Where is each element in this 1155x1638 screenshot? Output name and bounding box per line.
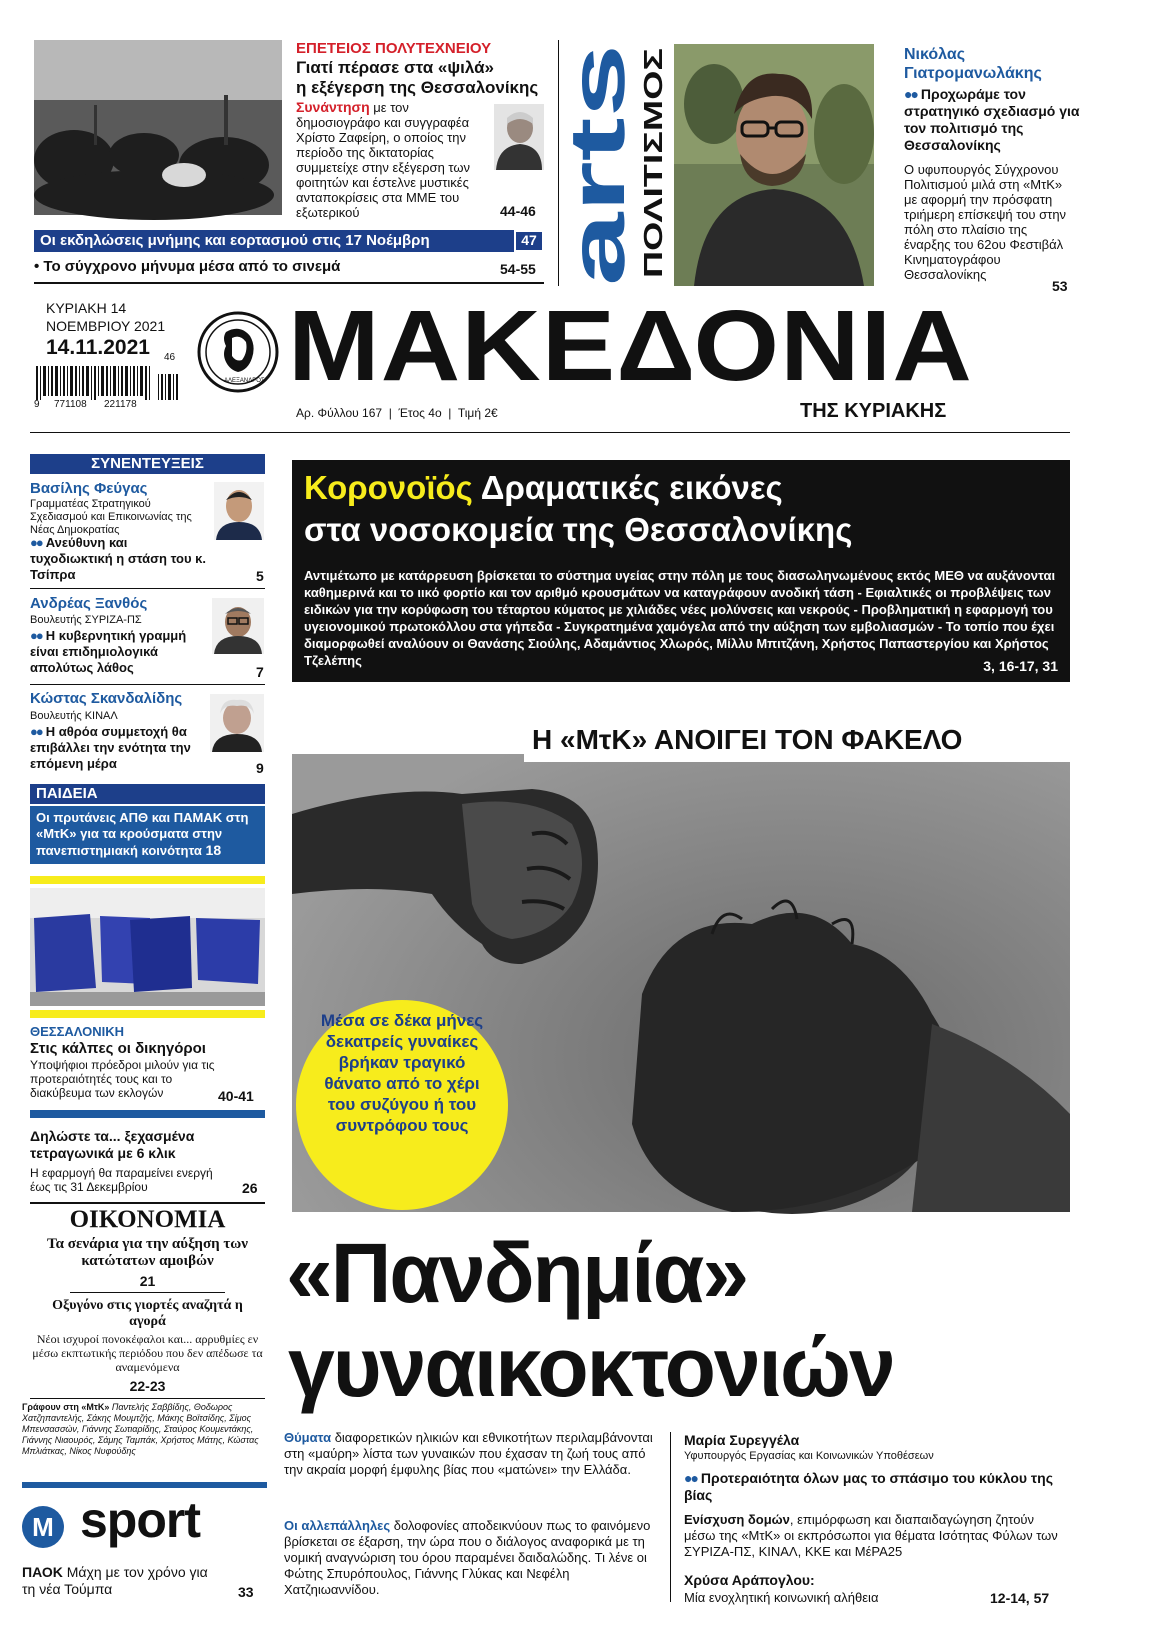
masthead-title: ΜΑΚΕΔΟΝΙΑ <box>288 290 973 402</box>
barcode-bars <box>34 366 184 400</box>
masthead-month: ΝΟΕΜΒΡΙΟΥ 2021 <box>46 318 166 334</box>
barcode-issue: 46 <box>164 352 176 363</box>
barcode <box>34 352 184 410</box>
interview-3-page: 9 <box>256 760 264 776</box>
thess-blue-rule <box>30 1110 265 1118</box>
interview-1-quote-text: Ανεύθυνη και τυχοδιωκτική η στάση του κ. Τσίπρα <box>30 535 207 582</box>
xanthos-portrait <box>212 598 264 654</box>
fevgas-portrait-art <box>214 482 264 540</box>
quote-marks-icon: ●● <box>30 724 42 739</box>
alexander-seal <box>196 310 280 394</box>
arts-name-2: Γιατρομανωλάκης <box>904 65 1042 82</box>
feature-col1-p1-lead: Θύματα <box>284 1430 332 1445</box>
interview-3-quote-text: Η αθρόα συμμετοχή θα επιβάλλει την ενότητα την επόμενη μέρα <box>30 724 191 771</box>
commemoration-bar[interactable] <box>34 230 544 252</box>
interview-2-role: Βουλευτής ΣΥΡΙΖΑ-ΠΣ <box>30 614 142 626</box>
arts-logo-text: arts <box>553 142 641 286</box>
feature-headline-1: «Πανδημία» <box>286 1226 748 1320</box>
interviews-header-label: ΣΥΝΕΝΤΕΥΞΕΙΣ <box>91 455 204 472</box>
covid-headline-1: Δραματικές εικόνες <box>480 469 783 506</box>
interview-2-name: Ανδρέας Ξανθός <box>30 595 148 612</box>
feature-col2-name: Μαρία Συρεγγέλα <box>684 1432 800 1448</box>
top-story-lead-word: Συνάντηση <box>296 99 370 115</box>
quote-marks-icon: ●● <box>684 1470 697 1486</box>
arts-vertical-label <box>634 44 670 280</box>
oxygen-body: Νέοι ισχυροί πονοκέφαλοι και... αρρυθμίες εν μέσω εκπτωτικής περιόδου που δεν απέδωσε τα αναμενόμενα <box>32 1332 263 1374</box>
education-text <box>30 806 265 863</box>
feature-headline-2: γυναικοκτονιών <box>288 1320 894 1414</box>
declare-page: 26 <box>242 1180 258 1196</box>
skandalidis-portrait-art <box>210 694 264 752</box>
sport-line <box>22 1564 222 1598</box>
cinema-line-page: 54-55 <box>500 261 536 277</box>
education-page: 18 <box>205 842 222 858</box>
education-header-label: ΠΑΙΔΕΙΑ <box>36 785 98 802</box>
interview-1-role: Γραμματέας Στρατηγικού Σχεδιασμού και Επικοινωνίας της Νέας Δημοκρατίας <box>30 498 192 536</box>
education-header <box>30 784 265 804</box>
masthead-issue-info: Αρ. Φύλλου 167 | Έτος 4ο | Τιμή 2€ <box>296 406 498 420</box>
interviews-header <box>30 454 265 474</box>
interview-1-name: Βασίλης Φεύγας <box>30 480 148 497</box>
top-story-pages: 44-46 <box>500 203 536 219</box>
arts-logo-art <box>553 42 641 288</box>
masthead-subtitle: ΤΗΣ ΚΥΡΙΑΚΗΣ <box>800 400 947 422</box>
ballot-booths-photo-art <box>30 888 265 1006</box>
sport-logo-circle <box>22 1506 64 1548</box>
arts-vertical-text: ΠΟΛΙΤΙΣΜΟΣ <box>638 118 668 278</box>
top-story-body <box>296 100 496 220</box>
sport-page: 33 <box>238 1584 254 1600</box>
declare-head: Δηλώστε τα... ξεχασμένα τετραγωνικά με 6 κλικ <box>30 1128 195 1161</box>
skandalidis-portrait <box>210 694 264 752</box>
covid-pages: 3, 16-17, 31 <box>983 658 1058 674</box>
feature-col2-quote-text: Προτεραιότητα όλων μας το σπάσιμο του κύκλου της βίας <box>684 1470 1054 1503</box>
femicide-stat-text: Μέσα σε δέκα μήνες δεκατρείς γυναίκες βρήκαν τραγικό θάνατο από το χέρι του συζύγου ή του συντρόφου τους <box>320 1011 484 1135</box>
interview-1-page: 5 <box>256 568 264 584</box>
arts-quote-text: Προχωράμε τον στρατηγικό σχεδιασμό για τον πολιτισμό της Θεσσαλονίκης <box>904 86 1080 153</box>
covid-box[interactable] <box>292 460 1070 682</box>
oxygen-head: Οξυγόνο στις γιορτές αναζητά η αγορά <box>52 1298 243 1329</box>
femicide-stat-circle <box>296 1000 508 1210</box>
sidebar-rule-5 <box>30 1398 265 1399</box>
barcode-right: 221178 <box>104 399 137 410</box>
sport-logo: sport <box>80 1492 200 1548</box>
feature-banner[interactable] <box>524 718 1070 762</box>
feature-col2-author: Χρύσα Αράπογλου: <box>684 1572 815 1588</box>
sport-text: Μάχη με τον χρόνο για τη νέα Τούμπα <box>22 1564 208 1597</box>
economy-label: ΟΙΚΟΝΟΜΙΑ <box>69 1206 226 1233</box>
barcode-mid: 771108 <box>54 399 87 410</box>
feature-col2-p-text: , επιμόρφωση και διαπαιδαγώγηση ζητούν μέσω της «ΜτΚ» οι εκπρόσωποι για θέματα Ισότητας Φύλων των ΣΥΡΙΖΑ-ΠΣ, ΚΙΝΑΛ, ΚΚΕ και ΜέΡΑ25 <box>684 1512 1058 1559</box>
economy-head: Τα σενάρια για την αύξηση των κατώτατων αμοιβών <box>47 1236 248 1269</box>
sidebar-rule-2 <box>30 684 265 685</box>
arts-page: 53 <box>1052 278 1068 294</box>
sport-team: ΠΑΟΚ <box>22 1564 63 1580</box>
xanthos-portrait-art <box>212 598 264 654</box>
sport-blue-rule <box>22 1482 267 1488</box>
feature-banner-text: Η «ΜτΚ» ΑΝΟΙΓΕΙ ΤΟΝ ΦΑΚΕΛΟ <box>532 724 963 755</box>
feature-col1-p2-text: δολοφονίες αποδεικνύουν πως το φαινόμενο βρίσκεται σε έξαρση, την ώρα που ο διάλογος αναφορικά με τη νομική αναγνώριση του όρου παραμένει δαιδαλώδης. Τι λένε οι Φώτης Σπυρόπουλος, Γιάννης Γλύκας και Νεφέλη Χατζηιωαννίδου. <box>284 1518 651 1597</box>
writers-lead: Γράφουν στη «ΜτΚ» <box>22 1402 110 1412</box>
arts-name-1: Νικόλας <box>904 46 966 63</box>
oxygen-page: 22-23 <box>129 1378 166 1394</box>
barcode-left: 9 <box>34 399 40 410</box>
thess-body: Υποψήφιοι πρόεδροι μιλούν για τις προτεραιότητές τους και το διακύβευμα των εκλογών <box>30 1058 215 1100</box>
quote-marks-icon: ●● <box>30 628 42 643</box>
education-text-body: Οι πρυτάνεις ΑΠΘ και ΠΑΜΑΚ στη «ΜτΚ» για τα κρούσματα στην πανεπιστημιακή κοινότητα <box>36 810 249 858</box>
masthead-day: ΚΥΡΙΑΚΗ 14 <box>46 300 127 316</box>
thess-head: Στις κάλπες οι δικηγόροι <box>30 1040 206 1057</box>
interview-1-quote <box>30 535 210 583</box>
education-box[interactable] <box>30 806 265 864</box>
cinema-line: • Το σύγχρονο μήνυμα μέσα από το σινεμά <box>34 258 341 275</box>
arts-body: Ο υφυπουργός Σύγχρονου Πολιτισμού μιλά στη «ΜτΚ» με αφορμή την πρόσφατη τριήμερη επίσκεψή του στην πόλη στο πλαίσιο της έναρξης του 62ου Φεστιβάλ Κινηματογράφου Θεσσαλονίκης <box>904 162 1067 282</box>
yellow-stripe-1 <box>30 876 265 884</box>
covid-body: Αντιμέτωπο με κατάρρευση βρίσκεται το σύστημα υγείας στην πόλη με τους διασωληνωμένους εκτός ΜΕΘ να αυξάνονται καθημερινά και το ιικό φορτίο και τον αριθμό κρουσμάτων να καταγράφουν ανοδική τάση - Εφιαλτικές οι προβλέψεις των ειδικών για την κορύφωση του τέταρτου κύματος με χιλιάδες νέες μολύνσεις και νεκρούς - Προβληματική η εφαρμογή του υγειονομικού πρωτοκόλλου στα γήπεδα - Συγκρατημένα χαμόγελα από την αύξηση των εμβολιασμών - Το τοπίο που έχει διαμορφωθεί αναλύουν οι Θανάσης Σιούλης, Αδαμάντιος Χλωρός, Μίλλυ Μπιτζάνη, Χρήστος Παπαστεργίου και Χρήστος Τζελέπης <box>304 568 1056 668</box>
interview-2-page: 7 <box>256 664 264 680</box>
yellow-stripe-2 <box>30 1010 265 1018</box>
top-story-headline-2: η εξέγερση της Θεσσαλονίκης <box>296 78 539 97</box>
feature-col1-p2 <box>284 1518 656 1598</box>
commemoration-bar-page: 47 <box>516 232 542 250</box>
covid-headline-2: στα νοσοκομεία της Θεσσαλονίκης <box>304 511 853 548</box>
alexander-seal-art <box>196 310 280 394</box>
writers-names: Παντελής Σαββίδης, Θοδωρος Χατζηπαντελής, Σάκης Μουμτζής, Μάκης Βοϊτσίδης, Σίμος Μπενσασσών, Γιάννης Σωτιαρίδης, Σταύρος Κουμεντάκης, Γιάννης Νιαουρός, Σάμης Ταμπάκ, Χρήστος Μάτης, Κώστας Μπλιάτκας, Νίκος Νυφούδης <box>22 1402 259 1456</box>
commemoration-bar-text: Οι εκδηλώσεις μνήμης και εορτασμού στις 17 Νοέμβρη <box>40 232 430 249</box>
uprising-photo <box>34 40 282 215</box>
sidebar-rule-1 <box>30 588 265 589</box>
masthead-date: 14.11.2021 <box>46 336 150 359</box>
economy-page: 21 <box>139 1273 156 1289</box>
covid-kicker: Κορονοϊός <box>304 469 473 506</box>
interview-3-name: Κώστας Σκανδαλίδης <box>30 690 183 707</box>
feature-col1-p1-text: διαφορετικών ηλικιών και εθνικοτήτων περιλαμβάνονται στη «μαύρη» λίστα των γυναικών που έχασαν τη ζωή τους από την ακραία μορφή έμφυλης βίας που «ματώνει» την Ελλάδα. <box>284 1430 653 1477</box>
zafeiris-portrait <box>494 104 544 170</box>
quote-marks-icon: ●● <box>904 86 917 102</box>
giatromanolakis-photo <box>674 44 874 286</box>
feature-col2-p-lead: Ενίσχυση δομών <box>684 1512 790 1527</box>
declare-body: Η εφαρμογή θα παραμείνει ενεργή έως τις 31 Δεκεμβρίου <box>30 1166 213 1194</box>
giatromanolakis-photo-art <box>674 44 874 286</box>
feature-col2-author-text: Μία ενοχλητική κοινωνική αλήθεια <box>684 1590 879 1605</box>
top-story-underline <box>34 282 544 284</box>
interview-2-quote-text: Η κυβερνητική γραμμή είναι επιδημιολογικά απολύτως λάθος <box>30 628 187 675</box>
fevgas-portrait <box>214 482 264 540</box>
sport-logo-m: M <box>32 1512 54 1542</box>
uprising-photo-art <box>34 40 282 215</box>
feature-col2-pages: 12-14, 57 <box>990 1590 1050 1606</box>
thess-page: 40-41 <box>218 1088 254 1104</box>
arts-quote <box>904 86 1080 154</box>
arts-vertical-label-art <box>634 44 670 280</box>
masthead-rule <box>30 432 1070 433</box>
feature-col2-p <box>684 1512 1064 1560</box>
feature-col2-role: Υφυπουργός Εργασίας και Κοινωνικών Υποθέσεων <box>684 1450 934 1462</box>
top-story-headline-1: Γιατί πέρασε στα «ψιλά» <box>296 58 495 77</box>
covid-headline-line-1 <box>304 468 783 508</box>
zafeiris-portrait-art <box>494 104 544 170</box>
quote-marks-icon: ●● <box>30 535 42 550</box>
ballot-booths-photo <box>30 888 265 1006</box>
feature-col1-p1 <box>284 1430 656 1478</box>
interview-3-role: Βουλευτής ΚΙΝΑΛ <box>30 710 118 722</box>
arts-logo <box>553 42 641 288</box>
interview-3-quote <box>30 724 215 772</box>
feature-col2-quote <box>684 1470 1054 1504</box>
writers-credit <box>22 1402 267 1457</box>
interview-2-quote <box>30 628 215 676</box>
top-story-body-text: με τον δημοσιογράφο και συγγραφέα Χρίστο Ζαφείρη, ο οποίος την περίοδο της δικτατορίας συμμετείχε στην εξέγερση των φοιτητών και έστελνε μυστικές ανταποκρίσεις στα ΜΜΕ του εξωτερικού <box>296 100 471 220</box>
feature-col1-p2-lead: Οι αλλεπάλληλες <box>284 1518 391 1533</box>
sidebar-rule-3 <box>30 1202 265 1204</box>
feature-col-divider <box>670 1432 671 1602</box>
sidebar-rule-4 <box>70 1292 225 1293</box>
thess-label: ΘΕΣΣΑΛΟΝΙΚΗ <box>30 1024 124 1039</box>
top-story-kicker: ΕΠΕΤΕΙΟΣ ΠΟΛΥΤΕΧΝΕΙΟΥ <box>296 40 492 57</box>
seal-text: ΑΛΕΞΑΝΔΡΟΣ <box>224 378 265 384</box>
